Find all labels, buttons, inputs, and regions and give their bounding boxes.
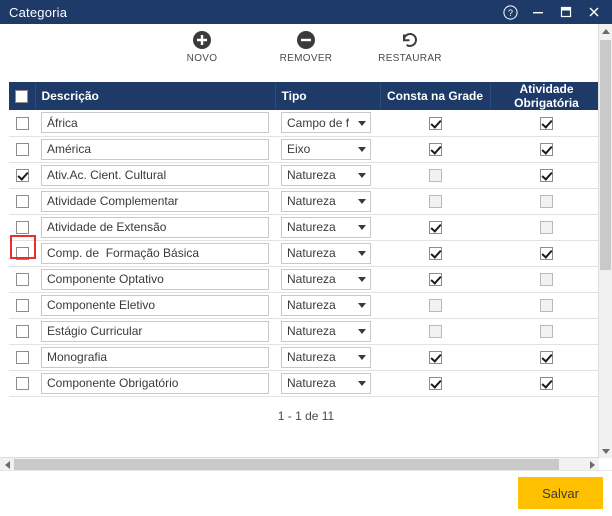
- table-row[interactable]: [9, 266, 603, 292]
- tipo-cell[interactable]: [275, 292, 380, 318]
- descricao-cell[interactable]: [35, 344, 275, 370]
- minimize-icon[interactable]: [524, 0, 552, 24]
- descricao-cell[interactable]: [35, 318, 275, 344]
- consta-na-grade-checkbox[interactable]: [429, 221, 442, 234]
- row-select-cell[interactable]: [9, 214, 35, 240]
- descricao-cell[interactable]: [35, 188, 275, 214]
- toolbar: [0, 24, 612, 82]
- descricao-cell[interactable]: [35, 292, 275, 318]
- row-select-cell[interactable]: [9, 370, 35, 396]
- row-select-checkbox[interactable]: [16, 325, 29, 338]
- table-row[interactable]: [9, 110, 603, 136]
- chevron-down-icon: [358, 225, 366, 230]
- tipo-select[interactable]: [281, 243, 371, 264]
- atividade-obrigatoria-cell[interactable]: [490, 266, 603, 292]
- atividade-obrigatoria-checkbox[interactable]: [540, 221, 553, 234]
- row-select-checkbox[interactable]: [16, 351, 29, 364]
- vertical-scrollbar[interactable]: [598, 24, 612, 458]
- scroll-up-icon[interactable]: [599, 24, 612, 38]
- descricao-input[interactable]: [41, 112, 269, 133]
- atividade-obrigatoria-checkbox[interactable]: [540, 247, 553, 260]
- descricao-cell[interactable]: [35, 266, 275, 292]
- tipo-select-value: Natureza: [287, 194, 336, 208]
- consta-na-grade-cell[interactable]: [380, 162, 490, 188]
- tipo-cell[interactable]: [275, 266, 380, 292]
- chevron-down-icon: [358, 277, 366, 282]
- close-icon[interactable]: [580, 0, 608, 24]
- atividade-obrigatoria-cell[interactable]: [490, 110, 603, 136]
- tipo-select[interactable]: [281, 347, 371, 368]
- tipo-cell[interactable]: [275, 136, 380, 162]
- tipo-select-value: Natureza: [287, 220, 336, 234]
- row-select-cell[interactable]: [9, 266, 35, 292]
- consta-na-grade-checkbox[interactable]: [429, 325, 442, 338]
- table-row[interactable]: [9, 292, 603, 318]
- atividade-obrigatoria-checkbox[interactable]: [540, 195, 553, 208]
- descricao-input[interactable]: [41, 165, 269, 186]
- remover-label: REMOVER: [279, 53, 333, 64]
- descricao-cell[interactable]: [35, 370, 275, 396]
- novo-label: NOVO: [186, 53, 218, 64]
- atividade-obrigatoria-checkbox[interactable]: [540, 273, 553, 286]
- table-row[interactable]: [9, 214, 603, 240]
- atividade-obrigatoria-cell[interactable]: [490, 214, 603, 240]
- chevron-down-icon: [358, 329, 366, 334]
- row-select-checkbox[interactable]: [16, 221, 29, 234]
- descricao-input[interactable]: [41, 269, 269, 290]
- chevron-down-icon: [358, 303, 366, 308]
- consta-na-grade-checkbox[interactable]: [429, 117, 442, 130]
- header-consta-na-grade[interactable]: Consta na Grade: [380, 82, 490, 110]
- atividade-obrigatoria-cell[interactable]: [490, 292, 603, 318]
- atividade-obrigatoria-checkbox[interactable]: [540, 169, 553, 182]
- tipo-cell[interactable]: [275, 370, 380, 396]
- consta-na-grade-cell[interactable]: [380, 318, 490, 344]
- tipo-cell[interactable]: [275, 214, 380, 240]
- descricao-cell[interactable]: [35, 240, 275, 266]
- tipo-select[interactable]: [281, 269, 371, 290]
- descricao-input[interactable]: [41, 217, 269, 238]
- consta-na-grade-cell[interactable]: [380, 136, 490, 162]
- consta-na-grade-checkbox[interactable]: [429, 377, 442, 390]
- tipo-select-value: Natureza: [287, 324, 336, 338]
- row-select-checkbox[interactable]: [16, 377, 29, 390]
- atividade-obrigatoria-checkbox[interactable]: [540, 299, 553, 312]
- atividade-obrigatoria-checkbox[interactable]: [540, 351, 553, 364]
- atividade-obrigatoria-cell[interactable]: [490, 162, 603, 188]
- atividade-obrigatoria-cell[interactable]: [490, 318, 603, 344]
- tipo-cell[interactable]: [275, 188, 380, 214]
- remover-button[interactable]: [269, 29, 343, 64]
- row-select-cell[interactable]: [9, 136, 35, 162]
- chevron-down-icon: [358, 121, 366, 126]
- svg-text:?: ?: [507, 7, 513, 18]
- table-row[interactable]: [9, 240, 603, 266]
- consta-na-grade-checkbox[interactable]: [429, 351, 442, 364]
- tipo-cell[interactable]: [275, 344, 380, 370]
- atividade-obrigatoria-cell[interactable]: [490, 240, 603, 266]
- footer-bar: [0, 470, 612, 516]
- table-row[interactable]: [9, 162, 603, 188]
- row-select-cell[interactable]: [9, 318, 35, 344]
- atividade-obrigatoria-cell[interactable]: [490, 188, 603, 214]
- row-select-cell[interactable]: [9, 188, 35, 214]
- consta-na-grade-checkbox[interactable]: [429, 273, 442, 286]
- scroll-down-icon[interactable]: [599, 444, 612, 458]
- tipo-select-value: Eixo: [287, 142, 311, 156]
- vertical-scroll-thumb[interactable]: [600, 40, 611, 270]
- novo-button[interactable]: [165, 29, 239, 64]
- table-row[interactable]: [9, 370, 603, 396]
- consta-na-grade-cell[interactable]: [380, 110, 490, 136]
- row-select-cell[interactable]: [9, 240, 35, 266]
- chevron-down-icon: [358, 199, 366, 204]
- tipo-cell[interactable]: [275, 240, 380, 266]
- chevron-down-icon: [358, 355, 366, 360]
- restore-arrow-icon: [399, 29, 421, 51]
- table-body: [9, 110, 603, 396]
- plus-circle-icon: [191, 29, 213, 51]
- descricao-cell[interactable]: [35, 214, 275, 240]
- descricao-cell[interactable]: [35, 162, 275, 188]
- atividade-obrigatoria-cell[interactable]: [490, 136, 603, 162]
- consta-na-grade-checkbox[interactable]: [429, 299, 442, 312]
- atividade-obrigatoria-checkbox[interactable]: [540, 143, 553, 156]
- select-all-checkbox[interactable]: [15, 90, 28, 103]
- restore-icon[interactable]: [552, 0, 580, 24]
- categoria-table: [9, 82, 604, 397]
- table-row[interactable]: [9, 344, 603, 370]
- chevron-down-icon: [358, 251, 366, 256]
- descricao-cell[interactable]: [35, 110, 275, 136]
- tipo-select[interactable]: [281, 295, 371, 316]
- consta-na-grade-checkbox[interactable]: [429, 195, 442, 208]
- row-select-checkbox[interactable]: [16, 195, 29, 208]
- consta-na-grade-checkbox[interactable]: [429, 143, 442, 156]
- row-select-cell[interactable]: [9, 110, 35, 136]
- consta-na-grade-cell[interactable]: [380, 214, 490, 240]
- restaurar-label: RESTAURAR: [378, 53, 442, 64]
- tipo-select-value: Natureza: [287, 350, 336, 364]
- consta-na-grade-cell[interactable]: [380, 240, 490, 266]
- table-area: [0, 82, 612, 516]
- header-descricao[interactable]: Descrição: [35, 82, 275, 110]
- grid-wrapper: [9, 82, 603, 397]
- help-icon[interactable]: [496, 0, 524, 24]
- tipo-select[interactable]: [281, 165, 371, 186]
- chevron-down-icon: [358, 381, 366, 386]
- header-select-all[interactable]: [9, 82, 35, 110]
- consta-na-grade-cell[interactable]: [380, 370, 490, 396]
- consta-na-grade-cell[interactable]: [380, 188, 490, 214]
- header-atividade-obrigatoria[interactable]: Atividade Obrigatória: [490, 82, 603, 110]
- tipo-select-value: Natureza: [287, 272, 336, 286]
- minus-circle-icon: [295, 29, 317, 51]
- tipo-select[interactable]: [281, 217, 371, 238]
- pager-label: 1 - 1 de 11: [277, 408, 335, 423]
- row-select-checkbox[interactable]: [16, 247, 29, 260]
- table-header: [9, 82, 603, 110]
- tipo-select-value: Natureza: [287, 168, 336, 182]
- atividade-obrigatoria-cell[interactable]: [490, 370, 603, 396]
- tipo-select-value: Natureza: [287, 246, 336, 260]
- atividade-obrigatoria-checkbox[interactable]: [540, 325, 553, 338]
- row-select-checkbox[interactable]: [16, 273, 29, 286]
- atividade-obrigatoria-checkbox[interactable]: [540, 117, 553, 130]
- tipo-select[interactable]: [281, 112, 371, 133]
- table-row[interactable]: [9, 318, 603, 344]
- row-select-checkbox[interactable]: [16, 169, 29, 182]
- table-row[interactable]: [9, 188, 603, 214]
- row-select-checkbox[interactable]: [16, 143, 29, 156]
- tipo-select[interactable]: [281, 321, 371, 342]
- descricao-input[interactable]: [41, 373, 269, 394]
- row-select-checkbox[interactable]: [16, 299, 29, 312]
- consta-na-grade-checkbox[interactable]: [429, 247, 442, 260]
- descricao-input[interactable]: [41, 139, 269, 160]
- tipo-select-value: Natureza: [287, 298, 336, 312]
- descricao-input[interactable]: [41, 347, 269, 368]
- tipo-select[interactable]: [281, 139, 371, 160]
- tipo-select[interactable]: [281, 191, 371, 212]
- chevron-down-icon: [358, 147, 366, 152]
- row-select-checkbox[interactable]: [16, 117, 29, 130]
- consta-na-grade-cell[interactable]: [380, 266, 490, 292]
- horizontal-scrollbar[interactable]: [0, 457, 599, 471]
- atividade-obrigatoria-checkbox[interactable]: [540, 377, 553, 390]
- descricao-input[interactable]: [41, 191, 269, 212]
- consta-na-grade-cell[interactable]: [380, 344, 490, 370]
- tipo-cell[interactable]: [275, 110, 380, 136]
- row-select-cell[interactable]: [9, 344, 35, 370]
- tipo-cell[interactable]: [275, 318, 380, 344]
- title-bar: [0, 0, 612, 24]
- descricao-input[interactable]: [41, 295, 269, 316]
- tipo-select[interactable]: [281, 373, 371, 394]
- tipo-select-value: Campo de f: [287, 115, 350, 130]
- window-controls: [496, 0, 608, 24]
- save-button[interactable]: Salvar: [518, 477, 603, 509]
- tipo-cell[interactable]: [275, 162, 380, 188]
- restaurar-button[interactable]: [373, 29, 447, 64]
- horizontal-scroll-thumb[interactable]: [14, 459, 559, 470]
- row-select-cell[interactable]: [9, 292, 35, 318]
- header-row: [9, 82, 603, 110]
- chevron-down-icon: [358, 173, 366, 178]
- descricao-input[interactable]: [41, 243, 269, 264]
- tipo-select-value: Natureza: [287, 376, 336, 390]
- consta-na-grade-cell[interactable]: [380, 292, 490, 318]
- consta-na-grade-checkbox[interactable]: [429, 169, 442, 182]
- atividade-obrigatoria-cell[interactable]: [490, 344, 603, 370]
- table-row[interactable]: [9, 136, 603, 162]
- descricao-cell[interactable]: [35, 136, 275, 162]
- descricao-input[interactable]: [41, 321, 269, 342]
- window-title: Categoria: [9, 4, 68, 20]
- header-tipo[interactable]: Tipo: [275, 82, 380, 110]
- row-select-cell[interactable]: [9, 162, 35, 188]
